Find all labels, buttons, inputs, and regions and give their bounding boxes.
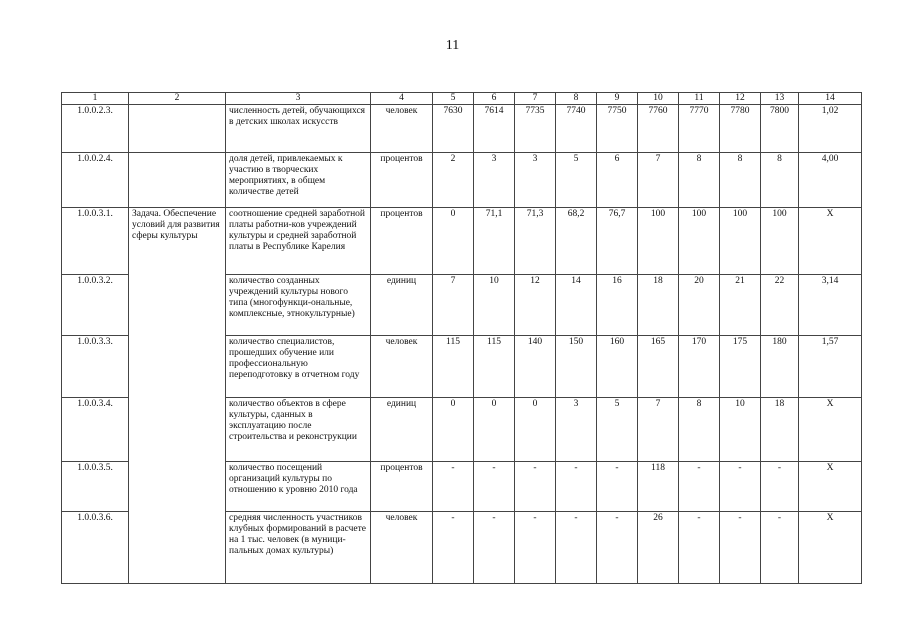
- value-cell: 68,2: [556, 208, 597, 275]
- row-code: 1.0.0.3.6.: [62, 512, 129, 584]
- indicator-cell: доля детей, привлекаемых к участию в творческих мероприятиях, в общем количестве детей: [226, 153, 371, 208]
- value-cell: 7630: [433, 105, 474, 153]
- value-cell: 165: [638, 336, 679, 398]
- table-row: [62, 208, 862, 275]
- value-cell: 7800: [761, 105, 799, 153]
- value-cell: -: [761, 512, 799, 584]
- value-cell: -: [761, 462, 799, 512]
- value-cell: 3,14: [799, 275, 862, 336]
- row-code: 1.0.0.3.4.: [62, 398, 129, 462]
- value-cell: 10: [720, 398, 761, 462]
- value-cell: -: [556, 462, 597, 512]
- table-row: [62, 105, 862, 153]
- value-cell: 115: [433, 336, 474, 398]
- value-cell: 3: [515, 153, 556, 208]
- value-cell: 16: [597, 275, 638, 336]
- page-number: 11: [445, 38, 460, 53]
- value-cell: 175: [720, 336, 761, 398]
- value-cell: -: [679, 462, 720, 512]
- value-cell: 100: [720, 208, 761, 275]
- table-row: [62, 153, 862, 208]
- value-cell: 7: [433, 275, 474, 336]
- indicators-table: [61, 92, 862, 584]
- row-code: 1.0.0.2.4.: [62, 153, 129, 208]
- row-code: 1.0.0.2.3.: [62, 105, 129, 153]
- value-cell: 7614: [474, 105, 515, 153]
- value-cell: 14: [556, 275, 597, 336]
- task-cell-empty: [129, 105, 226, 153]
- column-header: 13: [761, 93, 799, 105]
- value-cell: 8: [679, 398, 720, 462]
- value-cell: -: [597, 512, 638, 584]
- unit-cell: процентов: [371, 208, 433, 275]
- indicator-cell: численность детей, обучающихся в детских школах искусств: [226, 105, 371, 153]
- value-cell: -: [679, 512, 720, 584]
- value-cell: 76,7: [597, 208, 638, 275]
- column-header: 3: [226, 93, 371, 105]
- row-code: 1.0.0.3.1.: [62, 208, 129, 275]
- unit-cell: единиц: [371, 275, 433, 336]
- indicator-cell: количество специалистов, прошедших обучение или профессиональную переподготовку в отчетном году: [226, 336, 371, 398]
- value-cell: -: [515, 512, 556, 584]
- value-cell: 7: [638, 153, 679, 208]
- value-cell: 118: [638, 462, 679, 512]
- value-cell: -: [433, 512, 474, 584]
- value-cell: 0: [474, 398, 515, 462]
- value-cell: -: [515, 462, 556, 512]
- value-cell: 150: [556, 336, 597, 398]
- value-cell: 160: [597, 336, 638, 398]
- indicator-cell: количество созданных учреждений культуры нового типа (многофункци-ональные, комплексные, этнокультурные): [226, 275, 371, 336]
- value-cell: -: [556, 512, 597, 584]
- column-header: 10: [638, 93, 679, 105]
- value-cell: -: [720, 462, 761, 512]
- value-cell: -: [597, 462, 638, 512]
- value-cell: 71,3: [515, 208, 556, 275]
- value-cell: 180: [761, 336, 799, 398]
- value-cell: 140: [515, 336, 556, 398]
- row-code: 1.0.0.3.2.: [62, 275, 129, 336]
- header-row: [62, 93, 862, 105]
- unit-cell: человек: [371, 512, 433, 584]
- value-cell: 5: [556, 153, 597, 208]
- column-header: 14: [799, 93, 862, 105]
- row-code: 1.0.0.3.3.: [62, 336, 129, 398]
- value-cell: 20: [679, 275, 720, 336]
- column-header: 9: [597, 93, 638, 105]
- value-cell: 7750: [597, 105, 638, 153]
- value-cell: 100: [679, 208, 720, 275]
- value-cell: 10: [474, 275, 515, 336]
- indicator-cell: соотношение средней заработной платы работни-ков учреждений культуры и средней заработной платы в Республике Карелия: [226, 208, 371, 275]
- value-cell: 100: [761, 208, 799, 275]
- value-cell: 22: [761, 275, 799, 336]
- value-cell: 8: [720, 153, 761, 208]
- value-cell: 170: [679, 336, 720, 398]
- indicator-cell: средняя численность участников клубных формирований в расчете на 1 тыс. человек (в муници-пальных домах культуры): [226, 512, 371, 584]
- task-cell-empty: [129, 153, 226, 208]
- row-code: 1.0.0.3.5.: [62, 462, 129, 512]
- value-cell: X: [799, 512, 862, 584]
- column-header: 4: [371, 93, 433, 105]
- value-cell: 4,00: [799, 153, 862, 208]
- column-header: 6: [474, 93, 515, 105]
- value-cell: 7: [638, 398, 679, 462]
- task-cell: Задача. Обеспечение условий для развития сферы культуры: [129, 208, 226, 584]
- indicator-cell: количество посещений организаций культуры по отношению к уровню 2010 года: [226, 462, 371, 512]
- column-header: 7: [515, 93, 556, 105]
- unit-cell: процентов: [371, 153, 433, 208]
- value-cell: 6: [597, 153, 638, 208]
- unit-cell: человек: [371, 336, 433, 398]
- value-cell: 8: [679, 153, 720, 208]
- value-cell: 0: [515, 398, 556, 462]
- value-cell: 12: [515, 275, 556, 336]
- unit-cell: процентов: [371, 462, 433, 512]
- indicator-cell: количество объектов в сфере культуры, сданных в эксплуатацию после строительства и реконструкции: [226, 398, 371, 462]
- column-header: 11: [679, 93, 720, 105]
- value-cell: 115: [474, 336, 515, 398]
- column-header: 1: [62, 93, 129, 105]
- value-cell: 26: [638, 512, 679, 584]
- value-cell: 18: [761, 398, 799, 462]
- value-cell: 18: [638, 275, 679, 336]
- unit-cell: единиц: [371, 398, 433, 462]
- value-cell: 1,02: [799, 105, 862, 153]
- value-cell: 7760: [638, 105, 679, 153]
- value-cell: 0: [433, 208, 474, 275]
- value-cell: X: [799, 208, 862, 275]
- value-cell: -: [474, 512, 515, 584]
- value-cell: 8: [761, 153, 799, 208]
- column-header: 2: [129, 93, 226, 105]
- value-cell: 3: [556, 398, 597, 462]
- value-cell: 7740: [556, 105, 597, 153]
- value-cell: 7780: [720, 105, 761, 153]
- value-cell: 2: [433, 153, 474, 208]
- value-cell: -: [474, 462, 515, 512]
- column-header: 8: [556, 93, 597, 105]
- value-cell: -: [720, 512, 761, 584]
- value-cell: 1,57: [799, 336, 862, 398]
- value-cell: 7735: [515, 105, 556, 153]
- value-cell: 7770: [679, 105, 720, 153]
- value-cell: 100: [638, 208, 679, 275]
- column-header: 5: [433, 93, 474, 105]
- unit-cell: человек: [371, 105, 433, 153]
- value-cell: X: [799, 462, 862, 512]
- value-cell: 5: [597, 398, 638, 462]
- column-header: 12: [720, 93, 761, 105]
- value-cell: 0: [433, 398, 474, 462]
- value-cell: 3: [474, 153, 515, 208]
- value-cell: 21: [720, 275, 761, 336]
- value-cell: 71,1: [474, 208, 515, 275]
- value-cell: -: [433, 462, 474, 512]
- value-cell: X: [799, 398, 862, 462]
